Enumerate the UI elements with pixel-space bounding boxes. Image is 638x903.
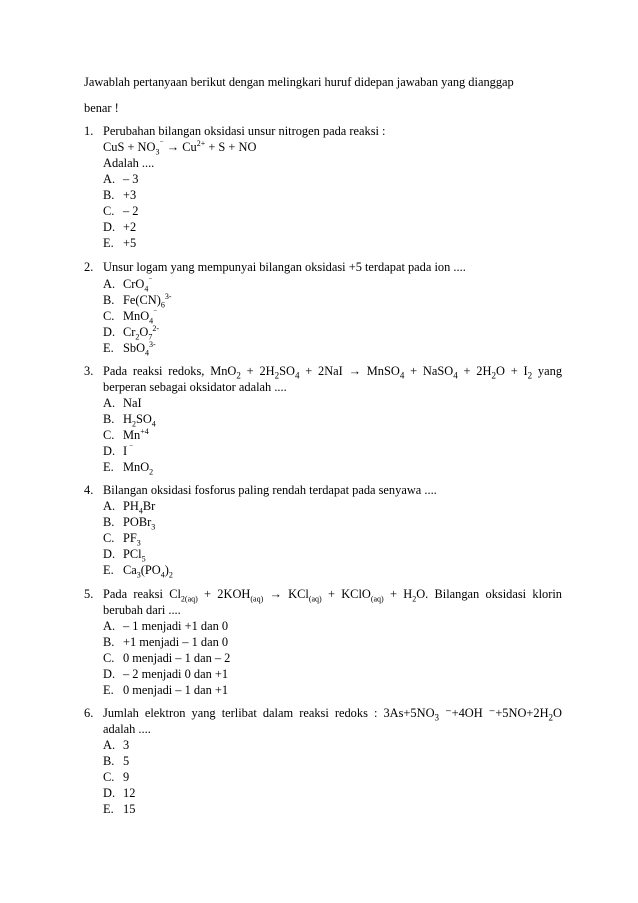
option-b[interactable]: B. 5 xyxy=(103,754,130,768)
option-e[interactable]: E. $Ca_3(PO_4)_2$ xyxy=(103,563,173,580)
question-text-continued: adalah .... xyxy=(103,722,151,736)
option-b[interactable]: B. POBr$_3$ xyxy=(103,515,156,532)
question-text: Unsur logam yang mempunyai bilangan oksidasi +5 terdapat pada ion .... xyxy=(103,260,466,274)
question-text-continued: berubah dari .... xyxy=(103,603,181,617)
option-e[interactable]: E. +5 xyxy=(103,236,137,250)
question-text: Bilangan oksidasi fosforus paling rendah terdapat pada senyawa .... xyxy=(103,483,437,497)
question-number: 3. xyxy=(84,364,94,378)
option-a[interactable]: A. – 1 menjadi +1 dan 0 xyxy=(103,619,229,633)
option-e[interactable]: E. 0 menjadi – 1 dan +1 xyxy=(103,683,229,697)
question-number: 5. xyxy=(84,587,94,601)
reaction-equation: Jumlah elektron yang terlibat dalam reaksi redoks : $3As+5NO_3$ ⁻+4OH $^-+5NO+2H_2O$ xyxy=(103,706,562,723)
option-d[interactable]: D. PCl$_5$ xyxy=(103,547,146,564)
question-text: Perubahan bilangan oksidasi unsur nitrogen pada reaksi : xyxy=(103,124,386,138)
reaction-equation: Pada reaksi $Cl_{2(aq)} + 2KOH_{(aq)} \to KCl_{(aq)}$ + KClO$_{(aq)}$ + $H_2O$. Bilangan oksidasi klorin xyxy=(103,587,562,604)
reaction-equation: CuS + $NO_3^{^-} \to Cu^{2+} + S$ + NO xyxy=(103,138,257,157)
question-number: 2. xyxy=(84,260,94,274)
option-e[interactable]: E. MnO$_2$ xyxy=(103,460,154,477)
option-d[interactable]: D. 12 xyxy=(103,786,136,800)
instruction-line-1: Jawablah pertanyaan berikut dengan melingkari huruf didepan jawaban yang dianggap xyxy=(84,75,514,89)
instruction-line-2: benar ! xyxy=(84,101,119,115)
question-text-continued: Adalah .... xyxy=(103,156,155,170)
option-b[interactable]: B. +1 menjadi – 1 dan 0 xyxy=(103,635,229,649)
option-d[interactable]: D. +2 xyxy=(103,220,137,234)
option-d[interactable]: D. I ⁻ xyxy=(103,442,134,458)
option-a[interactable]: A. CrO$_4$⁻ xyxy=(103,275,153,294)
reaction-equation: Pada reaksi redoks, $MnO_2 + 2H_2SO_4 + 2NaI$ → MnSO$_4$ + NaSO$_4$ + $2H_2O + I_2$ yang xyxy=(103,364,563,381)
option-e[interactable]: E. 15 xyxy=(103,802,136,816)
option-b[interactable]: B. +3 xyxy=(103,188,137,202)
question-text-continued: berperan sebagai oksidator adalah .... xyxy=(103,380,287,394)
option-a[interactable]: A. $PH_4Br$ xyxy=(103,499,156,516)
question-number: 4. xyxy=(84,483,94,497)
option-a[interactable]: A. NaI xyxy=(103,396,142,410)
option-d[interactable]: D. $Cr_2O_7^{2-}$ xyxy=(103,323,160,342)
option-b[interactable]: B. $H_2SO_4$ xyxy=(103,412,156,429)
option-a[interactable]: A. – 3 xyxy=(103,172,139,186)
option-a[interactable]: A. 3 xyxy=(103,738,130,752)
question-number: 6. xyxy=(84,706,94,720)
option-c[interactable]: C. – 2 xyxy=(103,204,139,218)
question-number: 1. xyxy=(84,124,94,138)
option-c[interactable]: C. MnO$_4$⁻ xyxy=(103,307,158,326)
option-e[interactable]: E. SbO$_4^{3-}$ xyxy=(103,339,156,358)
option-b[interactable]: B. $Fe(CN)_6^{3-}$ xyxy=(103,291,172,310)
option-d[interactable]: D. – 2 menjadi 0 dan +1 xyxy=(103,667,229,681)
option-c[interactable]: C. 9 xyxy=(103,770,130,784)
option-c[interactable]: C. 0 menjadi – 1 dan – 2 xyxy=(103,651,231,665)
option-c[interactable]: C. $PF_3$ xyxy=(103,531,141,548)
option-c[interactable]: C. $Mn^{+4}$ xyxy=(103,426,149,442)
